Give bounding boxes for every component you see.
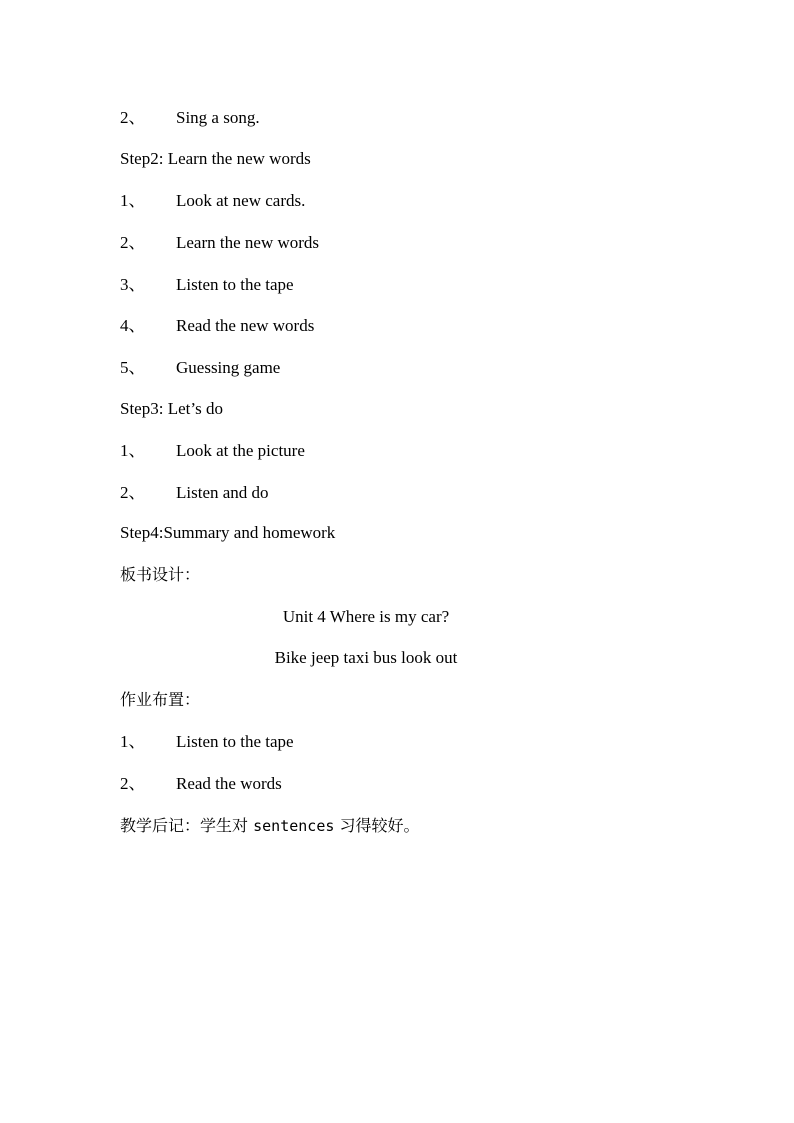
- step-heading: Step3: Let’s do: [120, 399, 223, 418]
- list-text: Look at new cards.: [176, 191, 306, 210]
- board-title: Unit 4 Where is my car?: [282, 607, 450, 626]
- step-heading: Step4:Summary and homework: [120, 523, 336, 542]
- list-text: Listen and do: [176, 483, 269, 502]
- list-number: 2、: [120, 108, 146, 127]
- list-text: Guessing game: [176, 358, 281, 377]
- list-number: 2、: [120, 483, 146, 502]
- list-text: Sing a song.: [176, 108, 260, 127]
- section-heading: 作业布置：: [120, 690, 201, 709]
- list-number: 2、: [120, 774, 146, 793]
- notes-word: sentences: [253, 817, 335, 835]
- list-text: Listen to the tape: [176, 732, 294, 751]
- list-text: Look at the picture: [176, 441, 305, 460]
- step-heading: Step2: Learn the new words: [120, 149, 311, 168]
- section-heading: 板书设计：: [120, 565, 201, 584]
- teaching-notes: [120, 816, 420, 836]
- list-number: 1、: [120, 191, 146, 210]
- list-number: 4、: [120, 316, 146, 335]
- list-text: Read the words: [176, 774, 282, 793]
- list-number: 5、: [120, 358, 146, 377]
- list-number: 3、: [120, 275, 146, 294]
- list-text: Learn the new words: [176, 233, 320, 252]
- list-number: 2、: [120, 233, 146, 252]
- list-number: 1、: [120, 441, 146, 460]
- list-number: 1、: [120, 732, 146, 751]
- notes-prefix: 教学后记：学生对: [120, 816, 249, 835]
- board-words: Bike jeep taxi bus look out: [274, 648, 458, 667]
- notes-suffix: 习得较好。: [339, 816, 420, 835]
- list-text: Listen to the tape: [176, 275, 294, 294]
- list-text: Read the new words: [176, 316, 315, 335]
